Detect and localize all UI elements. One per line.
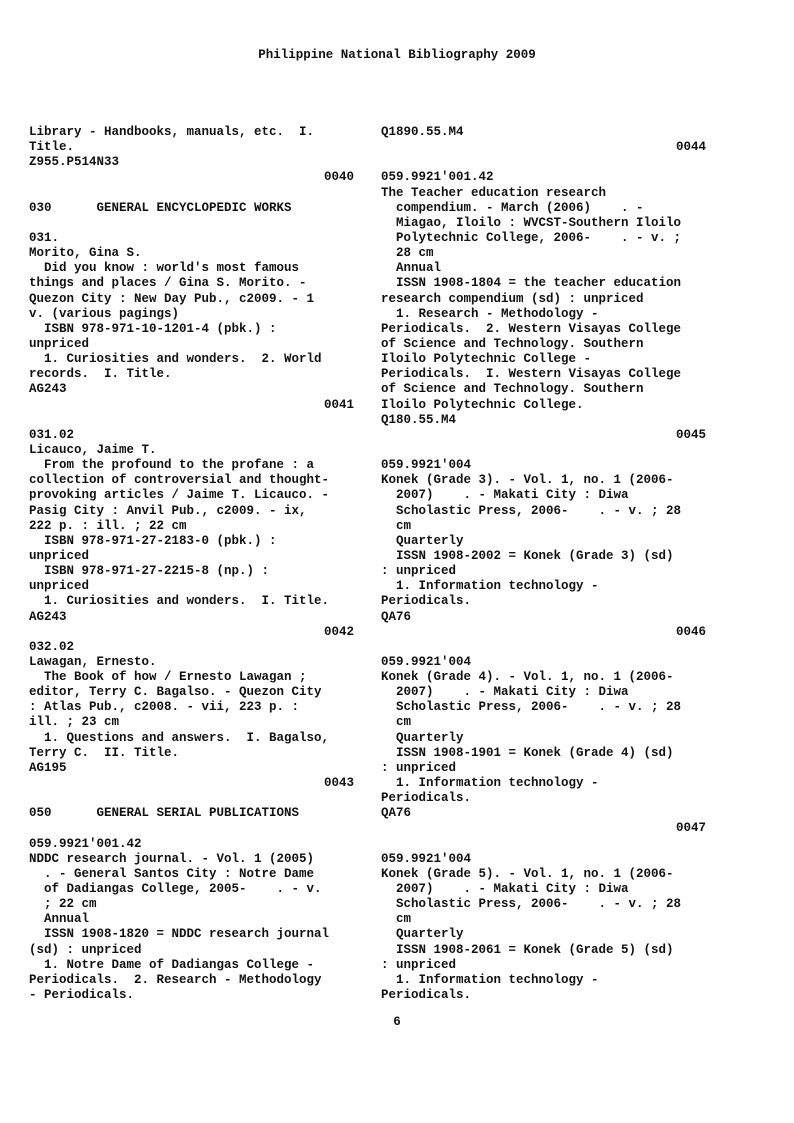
text-line: ISSN 1908-1804 = the teacher education [381, 276, 682, 291]
text-line: ISSN 1908-1820 = NDDC research journal [29, 927, 330, 942]
text-line: cm [381, 518, 412, 533]
text-line: Quarterly [381, 533, 464, 548]
text-line: records. I. Title. [29, 367, 172, 382]
text-line: AG243 [29, 609, 67, 624]
text-line: 050 GENERAL SERIAL PUBLICATIONS [29, 806, 300, 821]
page-number: 6 [393, 1015, 401, 1029]
text-line: 031. [29, 230, 60, 245]
text-line: Iloilo Polytechnic College - [381, 352, 592, 367]
text-line: Did you know : world's most famous [29, 261, 300, 276]
text-line: 059.9921'001.42 [381, 170, 494, 185]
text-line: 1. Curiosities and wonders. I. Title. [29, 594, 330, 609]
text-line: Annual [29, 912, 90, 927]
right-column [381, 125, 706, 1003]
record-number: 0041 [323, 397, 354, 412]
text-line: NDDC research journal. - Vol. 1 (2005) [29, 851, 315, 866]
text-line: of Dadiangas College, 2005- . - v. [29, 882, 322, 897]
text-line: of Science and Technology. Southern [381, 336, 644, 351]
text-line: Quarterly [381, 927, 464, 942]
text-line: Konek (Grade 3). - Vol. 1, no. 1 (2006- [381, 473, 674, 488]
text-line: editor, Terry C. Bagalso. - Quezon City [29, 685, 322, 700]
record-number: 0040 [323, 170, 354, 185]
text-line: QA76 [381, 609, 412, 624]
record-number: 0047 [675, 821, 706, 836]
text-line: ISBN 978-971-10-1201-4 (pbk.) : [29, 321, 277, 336]
text-line [29, 791, 354, 806]
text-line: ISBN 978-971-27-2215-8 (np.) : [29, 564, 270, 579]
text-line: : Atlas Pub., c2008. - vii, 223 p. : [29, 700, 300, 715]
text-line: ; 22 cm [29, 897, 97, 912]
text-line: unpriced [29, 548, 90, 563]
text-line: cm [381, 912, 412, 927]
text-line: ISSN 1908-2002 = Konek (Grade 3) (sd) [381, 548, 674, 563]
text-line: unpriced [29, 336, 90, 351]
text-line: 2007) . - Makati City : Diwa [381, 882, 629, 897]
text-line: 059.9921'001.42 [29, 836, 142, 851]
text-line: research compendium (sd) : unpriced [381, 291, 644, 306]
record-number: 0043 [323, 776, 354, 791]
text-line: Pasig City : Anvil Pub., c2009. - ix, [29, 503, 307, 518]
text-line [381, 837, 706, 852]
text-line: (sd) : unpriced [29, 942, 142, 957]
text-line: 2007) . - Makati City : Diwa [381, 685, 629, 700]
text-line: Periodicals. [381, 791, 472, 806]
text-line: 1. Information technology - [381, 579, 599, 594]
text-line: Z955.P514N33 [29, 155, 120, 170]
text-line: Library - Handbooks, manuals, etc. I. [29, 125, 315, 139]
text-line [381, 640, 706, 655]
text-line [29, 186, 354, 201]
text-line: provoking articles / Jaime T. Licauco. - [29, 488, 330, 503]
text-line: Scholastic Press, 2006- . - v. ; 28 [381, 700, 682, 715]
text-line: 059.9921'004 [381, 851, 472, 866]
text-line [29, 413, 354, 428]
left-column [29, 125, 354, 1003]
text-line: Iloilo Polytechnic College. [381, 397, 584, 412]
text-line: : unpriced [381, 564, 457, 579]
text-line: Annual [381, 261, 442, 276]
text-line: compendium. - March (2006) . - [381, 200, 644, 215]
text-line: AG243 [29, 382, 67, 397]
text-line: Polytechnic College, 2006- . - v. ; [381, 230, 682, 245]
text-line: Periodicals. [381, 594, 472, 609]
text-line: QA76 [381, 806, 412, 821]
text-line: Periodicals. I. Western Visayas College [381, 367, 682, 382]
text-line: unpriced [29, 579, 90, 594]
text-line: The Teacher education research [381, 185, 607, 200]
text-line: : unpriced [381, 957, 457, 972]
text-line: Konek (Grade 5). - Vol. 1, no. 1 (2006- [381, 866, 674, 881]
text-line: collection of controversial and thought- [29, 473, 330, 488]
text-line: Konek (Grade 4). - Vol. 1, no. 1 (2006- [381, 670, 674, 685]
text-line: ill. ; 23 cm [29, 715, 120, 730]
text-line: v. (various pagings) [29, 306, 180, 321]
text-line: 1. Questions and answers. I. Bagalso, [29, 730, 330, 745]
text-line: Terry C. II. Title. [29, 745, 180, 760]
text-line [29, 821, 354, 836]
text-line: Q1890.55.M4 [381, 125, 464, 139]
text-line: 2007) . - Makati City : Diwa [381, 488, 629, 503]
text-line: AG195 [29, 760, 67, 775]
text-line: Q180.55.M4 [381, 412, 457, 427]
text-line: The Book of how / Ernesto Lawagan ; [29, 670, 307, 685]
text-line: 031.02 [29, 427, 75, 442]
text-line: 032.02 [29, 639, 75, 654]
running-head: Philippine National Bibliography 2009 [258, 48, 536, 62]
record-number: 0046 [675, 624, 706, 639]
text-line: 222 p. : ill. ; 22 cm [29, 518, 187, 533]
record-number: 0044 [675, 140, 706, 155]
text-line: 1. Curiosities and wonders. 2. World [29, 352, 322, 367]
text-line: Quarterly [381, 730, 464, 745]
text-line [381, 155, 706, 170]
text-line: Morito, Gina S. [29, 246, 142, 261]
text-line: Scholastic Press, 2006- . - v. ; 28 [381, 503, 682, 518]
text-line: cm [381, 715, 412, 730]
text-line: Miagao, Iloilo : WVCST-Southern Iloilo [381, 215, 682, 230]
text-line: : unpriced [381, 760, 457, 775]
text-line: 059.9921'004 [381, 458, 472, 473]
record-number: 0042 [323, 624, 354, 639]
text-line: 28 cm [381, 246, 434, 261]
text-line: Title. [29, 140, 75, 155]
text-line: 1. Information technology - [381, 972, 599, 987]
text-line: Licauco, Jaime T. [29, 442, 157, 457]
text-line [381, 443, 706, 458]
text-line: 030 GENERAL ENCYCLOPEDIC WORKS [29, 200, 292, 215]
text-line: Periodicals. [381, 988, 472, 1003]
text-line: ISBN 978-971-27-2183-0 (pbk.) : [29, 533, 277, 548]
text-line: 1. Research - Methodology - [381, 306, 599, 321]
text-line: 1. Notre Dame of Dadiangas College - [29, 957, 315, 972]
text-line: - Periodicals. [29, 988, 135, 1003]
text-line: 059.9921'004 [381, 654, 472, 669]
text-line: . - General Santos City : Notre Dame [29, 866, 315, 881]
text-line: Periodicals. 2. Research - Methodology [29, 972, 322, 987]
text-line: Periodicals. 2. Western Visayas College [381, 321, 682, 336]
text-line: Lawagan, Ernesto. [29, 654, 157, 669]
text-line: Quezon City : New Day Pub., c2009. - 1 [29, 291, 315, 306]
text-line: ISSN 1908-1901 = Konek (Grade 4) (sd) [381, 745, 674, 760]
text-line [29, 216, 354, 231]
text-line: 1. Information technology - [381, 776, 599, 791]
text-line: things and places / Gina S. Morito. - [29, 276, 307, 291]
text-line: of Science and Technology. Southern [381, 382, 644, 397]
text-line: Scholastic Press, 2006- . - v. ; 28 [381, 897, 682, 912]
record-number: 0045 [675, 427, 706, 442]
text-line: ISSN 1908-2061 = Konek (Grade 5) (sd) [381, 942, 674, 957]
text-line: From the profound to the profane : a [29, 458, 315, 473]
